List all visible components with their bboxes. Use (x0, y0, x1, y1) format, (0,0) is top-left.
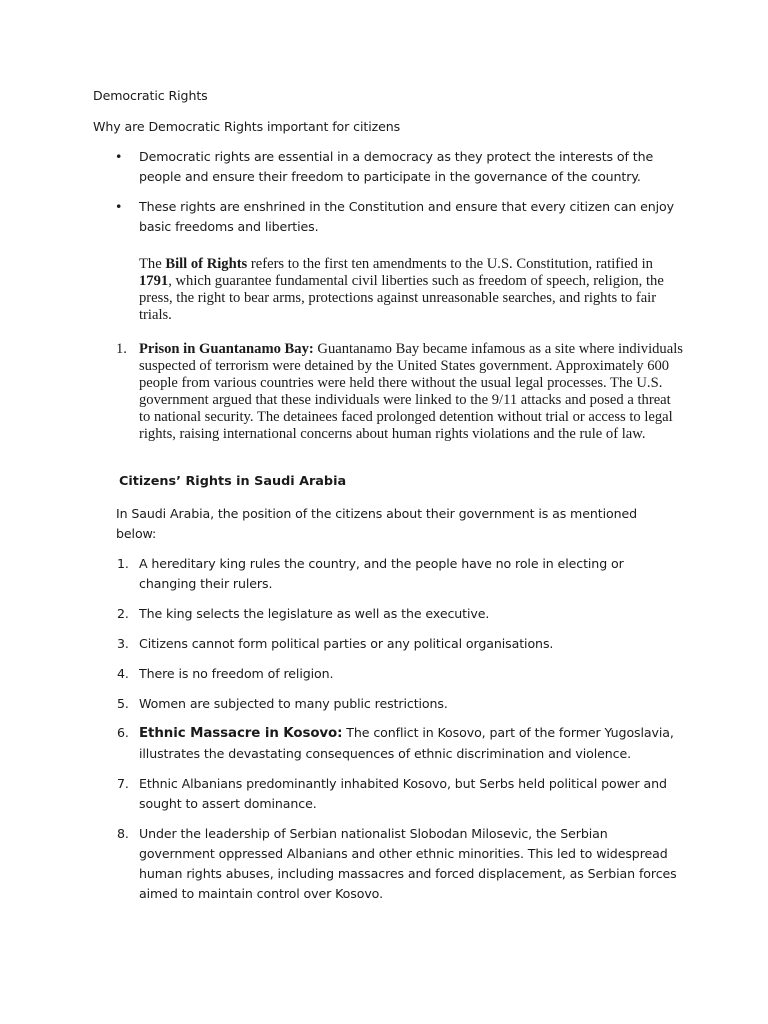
list-text (139, 723, 683, 764)
document-title: Democratic Rights (93, 88, 208, 103)
bold-heading: Ethnic Massacre in Kosovo: (139, 726, 343, 741)
list-item (93, 197, 683, 237)
bullet-text: These rights are enshrined in the Constitution and ensure that every citizen can enjoy basic freedoms and liberties. (139, 199, 675, 234)
bold-year: 1791 (139, 273, 169, 289)
saudi-list (93, 554, 683, 904)
list-number: 2. (117, 606, 129, 621)
list-item (93, 147, 683, 187)
bill-of-rights-paragraph (139, 256, 679, 324)
list-text: A hereditary king rules the country, and the people have no role in electing or changing their rulers. (139, 556, 624, 591)
guantanamo-item (93, 341, 683, 443)
list-text: Under the leadership of Serbian nationalist Slobodan Milosevic, the Serbian government oppressed Albanians and other ethnic minorities. This led to widespread human rights abuses, including massacres and forced displacement, as Serbian forces aimed to maintain control over Kosovo. (139, 826, 677, 901)
saudi-intro: In Saudi Arabia, the position of the citizens about their government is as mentioned below: (116, 506, 638, 541)
list-item (93, 723, 683, 764)
list-item (93, 774, 683, 814)
list-number: 6. (117, 725, 129, 740)
list-item (93, 604, 683, 624)
list-item (93, 694, 683, 714)
list-text: Ethnic Albanians predominantly inhabited Kosovo, but Serbs held political power and sought to assert dominance. (139, 776, 667, 811)
list-item (93, 634, 683, 654)
list-item (93, 824, 683, 904)
bold-term: Bill of Rights (165, 256, 248, 272)
list-text (139, 341, 683, 443)
text-span: refers to the first ten amendments to the U.S. Constitution, ratified in (247, 256, 653, 272)
list-number: 4. (117, 666, 129, 681)
saudi-heading: Citizens’ Rights in Saudi Arabia (119, 474, 347, 489)
list-number: 1. (117, 556, 129, 571)
text-span: Guantanamo Bay became infamous as a site where individuals suspected of terrorism were detained by the United States government. Approximately 600 people from various countries were held there without the usual legal processes. The U.S. government argued that these individuals were linked to the 9/11 attacks and posed a threat to national security. The detainees faced prolonged detention without trial or access to legal rights, raising international concerns about human rights violations and the rule of law. (139, 341, 683, 442)
list-number: 5. (117, 696, 129, 711)
text-span: The (139, 256, 166, 272)
list-number: 3. (117, 636, 129, 651)
bold-heading: Prison in Guantanamo Bay: (139, 341, 314, 357)
list-number: 8. (117, 826, 129, 841)
list-number: 7. (117, 776, 129, 791)
bullet-list (93, 147, 683, 237)
list-text: Citizens cannot form political parties or any political organisations. (139, 636, 554, 651)
list-text: There is no freedom of religion. (139, 666, 334, 681)
list-item (93, 341, 683, 443)
text-span: The conflict in Kosovo, part of the former Yugoslavia, illustrates the devastating consequences of ethnic discrimination and violence. (139, 725, 674, 761)
list-item (93, 554, 683, 594)
section-question: Why are Democratic Rights important for citizens (93, 119, 401, 134)
list-text: Women are subjected to many public restrictions. (139, 696, 448, 711)
list-item (93, 664, 683, 684)
list-number: 1. (116, 341, 127, 357)
bullet-text: Democratic rights are essential in a democracy as they protect the interests of the people and ensure their freedom to participate in the governance of the country. (139, 149, 654, 184)
text-span: , which guarantee fundamental civil liberties such as freedom of speech, religion, the press, the right to bear arms, protections against unreasonable searches, and rights to fair trials. (139, 273, 664, 323)
list-text: The king selects the legislature as well as the executive. (139, 606, 490, 621)
bullet-marker: • (115, 149, 123, 164)
bullet-marker: • (115, 199, 123, 214)
